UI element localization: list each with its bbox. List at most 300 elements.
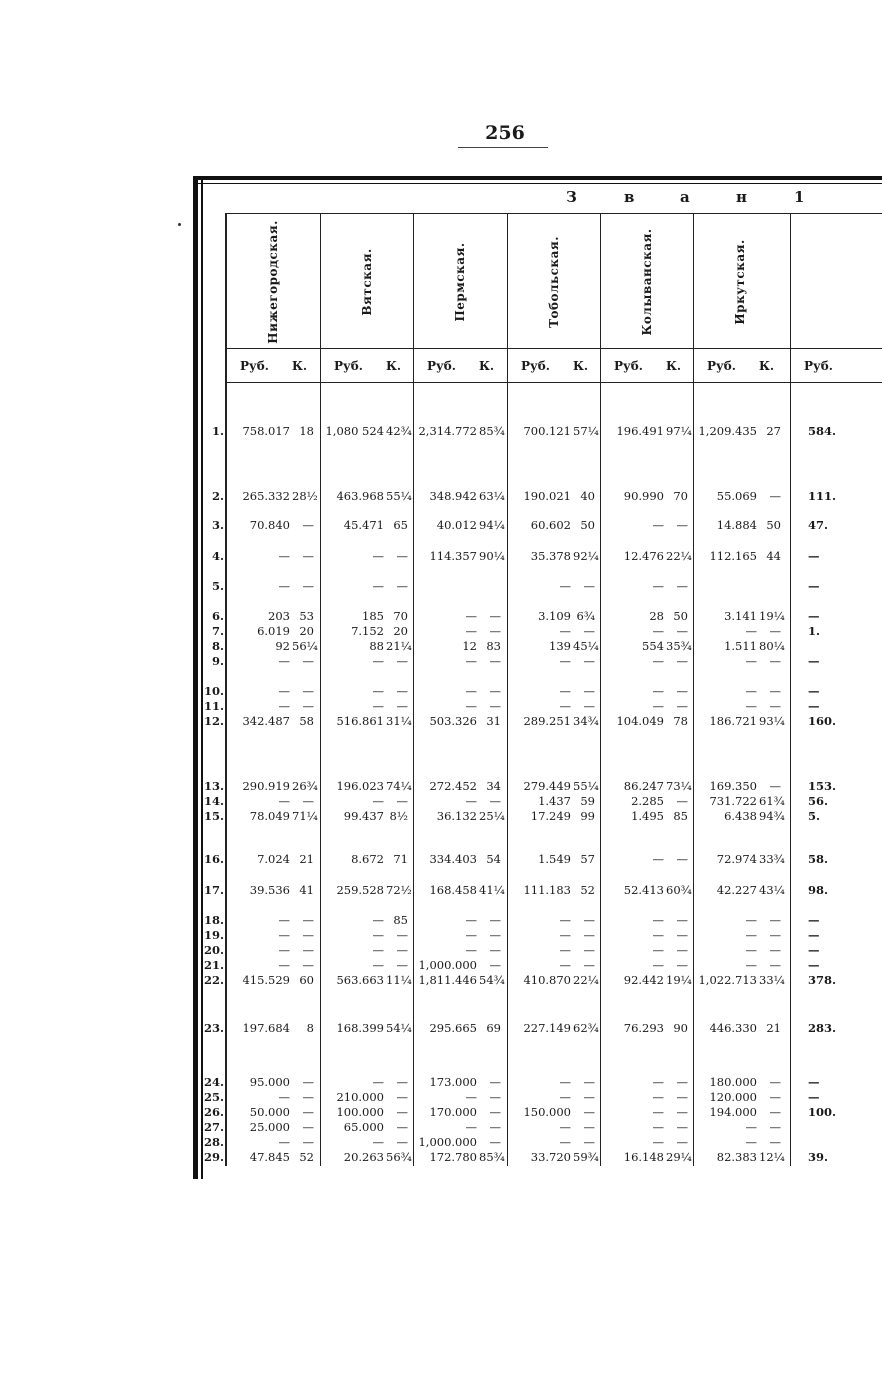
cell-rubles: 20.263	[343, 1150, 384, 1164]
cell-rubles: —	[652, 852, 664, 866]
cell-rubles: —	[559, 654, 571, 668]
row-number: 27.	[203, 1120, 224, 1134]
cell-rubles: 3.109	[538, 609, 571, 623]
cell-kopecks: 27	[766, 424, 781, 438]
cell-kopecks: 85¾	[479, 1150, 505, 1164]
column-header-label: Нижегородская.	[266, 220, 280, 344]
cell-rubles: —	[745, 943, 757, 957]
cell-rubles: —	[559, 1090, 571, 1104]
cell-kopecks: 55¼	[386, 489, 412, 503]
cell-rubles: 348.942	[429, 489, 477, 503]
cell-kopecks: 85	[393, 913, 408, 927]
cell-rubles: 283.	[808, 1021, 837, 1035]
cell-rubles: 58.	[808, 852, 829, 866]
column-rule	[226, 213, 227, 1166]
cell-rubles: —	[745, 1120, 757, 1134]
cell-kopecks: 12¼	[759, 1150, 785, 1164]
cell-kopecks: 19¼	[759, 609, 785, 623]
row-number: 26.	[203, 1105, 224, 1119]
cell-kopecks: 33¾	[759, 852, 785, 866]
cell-kopecks: 55¼	[573, 779, 599, 793]
cell-kopecks: 62¾	[573, 1021, 599, 1035]
row-number: 11.	[203, 699, 224, 713]
cell-kopecks: 8½	[389, 809, 408, 823]
cell-rubles: 14.884	[716, 518, 757, 532]
cell-kopecks: 25¼	[479, 809, 505, 823]
cell-kopecks: 26¾	[292, 779, 318, 793]
cell-kopecks: 41	[299, 883, 314, 897]
cell-kopecks: —	[489, 624, 501, 638]
cell-rubles: 111.183	[523, 883, 571, 897]
cell-kopecks: 31¼	[386, 714, 412, 728]
cell-rubles: —	[808, 579, 820, 593]
column-header	[824, 222, 850, 342]
cell-rubles: 203	[268, 609, 290, 623]
cell-rubles: 378.	[808, 973, 837, 987]
table-title	[560, 188, 882, 208]
unit-rule	[226, 382, 882, 383]
cell-rubles: 112.165	[709, 549, 757, 563]
cell-kopecks: 52	[580, 883, 595, 897]
cell-rubles: 168.399	[336, 1021, 384, 1035]
cell-rubles: —	[372, 928, 384, 942]
unit-rub-label: Руб.	[240, 359, 269, 373]
cell-rubles: 12.476	[623, 549, 664, 563]
cell-kopecks: 44	[766, 549, 781, 563]
cell-kopecks: —	[769, 489, 781, 503]
cell-rubles: —	[278, 794, 290, 808]
cell-kopecks: —	[302, 1075, 314, 1089]
row-number: 19.	[203, 928, 224, 942]
cell-kopecks: —	[489, 1090, 501, 1104]
cell-rubles: 16.148	[623, 1150, 664, 1164]
cell-rubles: 7.152	[351, 624, 384, 638]
row-number: 24.	[203, 1075, 224, 1089]
cell-kopecks: —	[396, 1105, 408, 1119]
cell-rubles: —	[465, 928, 477, 942]
row-number: 21.	[203, 958, 224, 972]
cell-rubles: 56.	[808, 794, 829, 808]
cell-rubles: —	[652, 654, 664, 668]
cell-kopecks: —	[302, 549, 314, 563]
cell-rubles: 35.378	[530, 549, 571, 563]
cell-rubles: 342.487	[242, 714, 290, 728]
cell-kopecks: —	[302, 1120, 314, 1134]
cell-kopecks: 18	[299, 424, 314, 438]
cell-kopecks: —	[583, 654, 595, 668]
cell-kopecks: 19¼	[666, 973, 692, 987]
cell-kopecks: —	[769, 1075, 781, 1089]
cell-rubles: 139	[549, 639, 571, 653]
cell-rubles: —	[808, 699, 820, 713]
cell-kopecks: —	[396, 654, 408, 668]
cell-kopecks: 41¼	[479, 883, 505, 897]
cell-kopecks: —	[583, 699, 595, 713]
margin-dot	[178, 223, 181, 226]
cell-kopecks: 33¼	[759, 973, 785, 987]
cell-rubles: —	[278, 579, 290, 593]
cell-rubles: 153.	[808, 779, 837, 793]
cell-rubles: —	[652, 958, 664, 972]
cell-kopecks: 43¼	[759, 883, 785, 897]
cell-rubles: 92.442	[623, 973, 664, 987]
cell-rubles: 279.449	[523, 779, 571, 793]
row-number: 16.	[203, 852, 224, 866]
cell-kopecks: 92¼	[573, 549, 599, 563]
cell-rubles: —	[808, 549, 820, 563]
cell-kopecks: —	[583, 684, 595, 698]
cell-kopecks: —	[302, 928, 314, 942]
cell-rubles: 185	[362, 609, 384, 623]
cell-rubles: —	[652, 518, 664, 532]
cell-rubles: —	[808, 609, 820, 623]
cell-kopecks: —	[583, 1090, 595, 1104]
cell-kopecks: 57¼	[573, 424, 599, 438]
cell-kopecks: —	[583, 958, 595, 972]
cell-kopecks: —	[302, 958, 314, 972]
cell-kopecks: —	[302, 1105, 314, 1119]
cell-kopecks: —	[676, 958, 688, 972]
cell-rubles: 1.549	[538, 852, 571, 866]
column-header	[541, 222, 567, 342]
cell-rubles: —	[808, 1075, 820, 1089]
cell-kopecks: —	[676, 624, 688, 638]
cell-rubles: 186.721	[709, 714, 757, 728]
row-number: 6.	[211, 609, 224, 623]
cell-kopecks: —	[583, 913, 595, 927]
row-number: 7.	[211, 624, 224, 638]
row-number: 5.	[211, 579, 224, 593]
cell-kopecks: —	[396, 1120, 408, 1134]
cell-kopecks: 60¾	[666, 883, 692, 897]
cell-rubles: 36.132	[436, 809, 477, 823]
cell-rubles: —	[372, 958, 384, 972]
header-rule	[226, 348, 882, 349]
cell-rubles: 1,209.435	[698, 424, 757, 438]
cell-rubles: 700.121	[523, 424, 571, 438]
title-letter: в	[624, 188, 635, 206]
cell-kopecks: —	[489, 913, 501, 927]
row-number: 20.	[203, 943, 224, 957]
cell-rubles: —	[278, 1090, 290, 1104]
cell-rubles: —	[372, 579, 384, 593]
cell-rubles: 169.350	[709, 779, 757, 793]
column-header	[727, 222, 753, 342]
cell-rubles: —	[745, 928, 757, 942]
row-number: 22.	[203, 973, 224, 987]
table-frame-top-inner	[193, 183, 882, 184]
cell-rubles: 463.968	[336, 489, 384, 503]
cell-rubles: 60.602	[530, 518, 571, 532]
cell-rubles: —	[652, 579, 664, 593]
cell-kopecks: —	[583, 1105, 595, 1119]
cell-kopecks: —	[676, 913, 688, 927]
cell-rubles: —	[652, 1120, 664, 1134]
cell-rubles: —	[652, 1090, 664, 1104]
cell-rubles: —	[278, 654, 290, 668]
cell-rubles: —	[372, 794, 384, 808]
cell-kopecks: —	[302, 1090, 314, 1104]
cell-kopecks: 8	[306, 1021, 314, 1035]
cell-kopecks: 53	[299, 609, 314, 623]
row-number: 28.	[203, 1135, 224, 1149]
cell-kopecks: 21	[299, 852, 314, 866]
cell-kopecks: 50	[580, 518, 595, 532]
row-number: 14.	[203, 794, 224, 808]
cell-kopecks: —	[676, 1135, 688, 1149]
title-letter: а	[680, 188, 690, 206]
cell-kopecks: 72½	[386, 883, 412, 897]
row-number: 29.	[203, 1150, 224, 1164]
cell-kopecks: 60	[299, 973, 314, 987]
cell-rubles: 8.672	[351, 852, 384, 866]
cell-rubles: —	[278, 928, 290, 942]
cell-kopecks: 28½	[292, 489, 318, 503]
cell-kopecks: —	[676, 1120, 688, 1134]
column-rule	[693, 213, 694, 1166]
cell-kopecks: 50	[766, 518, 781, 532]
cell-kopecks: 69	[486, 1021, 501, 1035]
cell-rubles: —	[372, 684, 384, 698]
cell-rubles: 42.227	[716, 883, 757, 897]
cell-rubles: —	[372, 1135, 384, 1149]
cell-kopecks: —	[489, 1105, 501, 1119]
cell-rubles: —	[372, 943, 384, 957]
cell-rubles: 731.722	[709, 794, 757, 808]
cell-rubles: —	[745, 1135, 757, 1149]
cell-rubles: —	[745, 699, 757, 713]
cell-rubles: 2.285	[631, 794, 664, 808]
column-header	[354, 222, 380, 342]
cell-kopecks: —	[489, 699, 501, 713]
cell-rubles: 82.383	[716, 1150, 757, 1164]
cell-rubles: 45.471	[343, 518, 384, 532]
cell-rubles: 290.919	[242, 779, 290, 793]
cell-kopecks: 34¾	[573, 714, 599, 728]
column-rule	[320, 213, 321, 1166]
column-header	[447, 222, 473, 342]
cell-rubles: —	[559, 958, 571, 972]
cell-kopecks: —	[489, 794, 501, 808]
table-frame-left	[193, 176, 198, 1179]
cell-rubles: 39.536	[249, 883, 290, 897]
column-header-label: Пермская.	[453, 242, 467, 322]
cell-rubles: —	[278, 549, 290, 563]
cell-rubles: 47.	[808, 518, 829, 532]
cell-kopecks: —	[396, 684, 408, 698]
cell-rubles: —	[559, 624, 571, 638]
cell-rubles: 7.024	[257, 852, 290, 866]
cell-kopecks: —	[769, 1090, 781, 1104]
cell-kopecks: —	[583, 1075, 595, 1089]
cell-rubles: 196.491	[616, 424, 664, 438]
table-frame-top	[193, 176, 882, 180]
cell-kopecks: —	[583, 943, 595, 957]
cell-rubles: —	[808, 913, 820, 927]
cell-rubles: 1.511	[724, 639, 757, 653]
cell-kopecks: —	[489, 1120, 501, 1134]
unit-kop-label: К.	[479, 359, 495, 373]
unit-rub-label: Руб.	[521, 359, 550, 373]
cell-kopecks: 83	[486, 639, 501, 653]
cell-rubles: 78.049	[249, 809, 290, 823]
cell-rubles: —	[372, 913, 384, 927]
cell-kopecks: —	[676, 794, 688, 808]
title-letter: 1	[794, 188, 805, 206]
cell-rubles: 99.437	[343, 809, 384, 823]
cell-rubles: 160.	[808, 714, 837, 728]
cell-kopecks: —	[676, 943, 688, 957]
cell-rubles: —	[465, 699, 477, 713]
cell-rubles: 100.000	[336, 1105, 384, 1119]
cell-rubles: —	[652, 624, 664, 638]
cell-rubles: 334.403	[429, 852, 477, 866]
cell-rubles: —	[745, 654, 757, 668]
cell-kopecks: 74¼	[386, 779, 412, 793]
cell-rubles: 227.149	[523, 1021, 571, 1035]
cell-rubles: 92	[275, 639, 290, 653]
cell-kopecks: 93¼	[759, 714, 785, 728]
cell-rubles: —	[465, 684, 477, 698]
page-number-rule	[458, 147, 548, 148]
cell-rubles: —	[278, 699, 290, 713]
unit-kop-label: К.	[759, 359, 775, 373]
row-number: 18.	[203, 913, 224, 927]
cell-rubles: 295.665	[429, 1021, 477, 1035]
cell-rubles: —	[652, 913, 664, 927]
cell-kopecks: —	[489, 654, 501, 668]
cell-kopecks: —	[396, 549, 408, 563]
cell-rubles: 65.000	[343, 1120, 384, 1134]
cell-kopecks: —	[676, 928, 688, 942]
row-number: 25.	[203, 1090, 224, 1104]
cell-rubles: —	[808, 943, 820, 957]
unit-kop-label: К.	[292, 359, 308, 373]
cell-kopecks: 29¼	[666, 1150, 692, 1164]
row-number: 13.	[203, 779, 224, 793]
cell-kopecks: —	[676, 654, 688, 668]
cell-rubles: 172.780	[429, 1150, 477, 1164]
cell-rubles: 210.000	[336, 1090, 384, 1104]
cell-rubles: 196.023	[336, 779, 384, 793]
cell-rubles: —	[559, 928, 571, 942]
cell-rubles: 39.	[808, 1150, 829, 1164]
cell-kopecks: —	[583, 579, 595, 593]
cell-kopecks: —	[396, 928, 408, 942]
cell-kopecks: —	[769, 1105, 781, 1119]
cell-rubles: —	[559, 1135, 571, 1149]
cell-kopecks: —	[769, 624, 781, 638]
cell-rubles: 1,080 524	[325, 424, 384, 438]
unit-rub-label: Руб.	[707, 359, 736, 373]
cell-kopecks: 90¼	[479, 549, 505, 563]
cell-rubles: 70.840	[249, 518, 290, 532]
cell-kopecks: —	[302, 684, 314, 698]
cell-rubles: —	[278, 684, 290, 698]
cell-kopecks: —	[489, 943, 501, 957]
row-number: 23.	[203, 1021, 224, 1035]
cell-kopecks: 22¼	[573, 973, 599, 987]
cell-rubles: —	[559, 579, 571, 593]
page-number: 256	[485, 122, 525, 144]
column-rule	[600, 213, 601, 1166]
column-rule	[413, 213, 414, 1166]
cell-kopecks: 94¼	[479, 518, 505, 532]
unit-kop-label: К.	[666, 359, 682, 373]
cell-rubles: 150.000	[523, 1105, 571, 1119]
cell-kopecks: 70	[393, 609, 408, 623]
cell-kopecks: 59	[580, 794, 595, 808]
cell-rubles: —	[465, 624, 477, 638]
cell-kopecks: —	[769, 1135, 781, 1149]
cell-kopecks: 57	[580, 852, 595, 866]
cell-kopecks: 94¾	[759, 809, 785, 823]
cell-rubles: 76.293	[623, 1021, 664, 1035]
cell-kopecks: 80¼	[759, 639, 785, 653]
cell-kopecks: —	[676, 579, 688, 593]
cell-rubles: —	[808, 1090, 820, 1104]
cell-rubles: —	[372, 1075, 384, 1089]
row-number: 4.	[211, 549, 224, 563]
cell-rubles: 47.845	[249, 1150, 290, 1164]
cell-rubles: 50.000	[249, 1105, 290, 1119]
cell-rubles: 28	[649, 609, 664, 623]
cell-rubles: 289.251	[523, 714, 571, 728]
cell-rubles: —	[372, 549, 384, 563]
row-number-rule	[225, 213, 226, 1166]
cell-kopecks: 54	[486, 852, 501, 866]
cell-kopecks: —	[583, 1120, 595, 1134]
cell-kopecks: 73¼	[666, 779, 692, 793]
cell-kopecks: 65	[393, 518, 408, 532]
cell-rubles: —	[745, 958, 757, 972]
cell-rubles: 197.684	[242, 1021, 290, 1035]
cell-kopecks: —	[769, 779, 781, 793]
cell-rubles: —	[278, 1135, 290, 1149]
cell-kopecks: —	[302, 1135, 314, 1149]
cell-rubles: 1.437	[538, 794, 571, 808]
cell-rubles: —	[465, 1120, 477, 1134]
row-number: 9.	[211, 654, 224, 668]
cell-kopecks: —	[396, 579, 408, 593]
unit-kop-label: К.	[386, 359, 402, 373]
cell-rubles: —	[278, 958, 290, 972]
cell-kopecks: —	[302, 654, 314, 668]
cell-kopecks: 97¼	[666, 424, 692, 438]
cell-kopecks: 71	[393, 852, 408, 866]
cell-rubles: 259.528	[336, 883, 384, 897]
cell-kopecks: —	[302, 579, 314, 593]
cell-rubles: —	[372, 699, 384, 713]
cell-rubles: —	[559, 1120, 571, 1134]
cell-kopecks: —	[769, 943, 781, 957]
row-number: 15.	[203, 809, 224, 823]
cell-kopecks: 90	[673, 1021, 688, 1035]
cell-rubles: 272.452	[429, 779, 477, 793]
cell-rubles: —	[745, 684, 757, 698]
cell-rubles: —	[652, 1135, 664, 1149]
cell-rubles: —	[465, 1090, 477, 1104]
cell-kopecks: —	[769, 913, 781, 927]
cell-rubles: 17.249	[530, 809, 571, 823]
cell-rubles: —	[278, 943, 290, 957]
cell-rubles: 52.413	[623, 883, 664, 897]
cell-kopecks: —	[489, 609, 501, 623]
unit-kop-label: К.	[573, 359, 589, 373]
cell-rubles: 100.	[808, 1105, 837, 1119]
cell-rubles: 173.000	[429, 1075, 477, 1089]
cell-rubles: 104.049	[616, 714, 664, 728]
